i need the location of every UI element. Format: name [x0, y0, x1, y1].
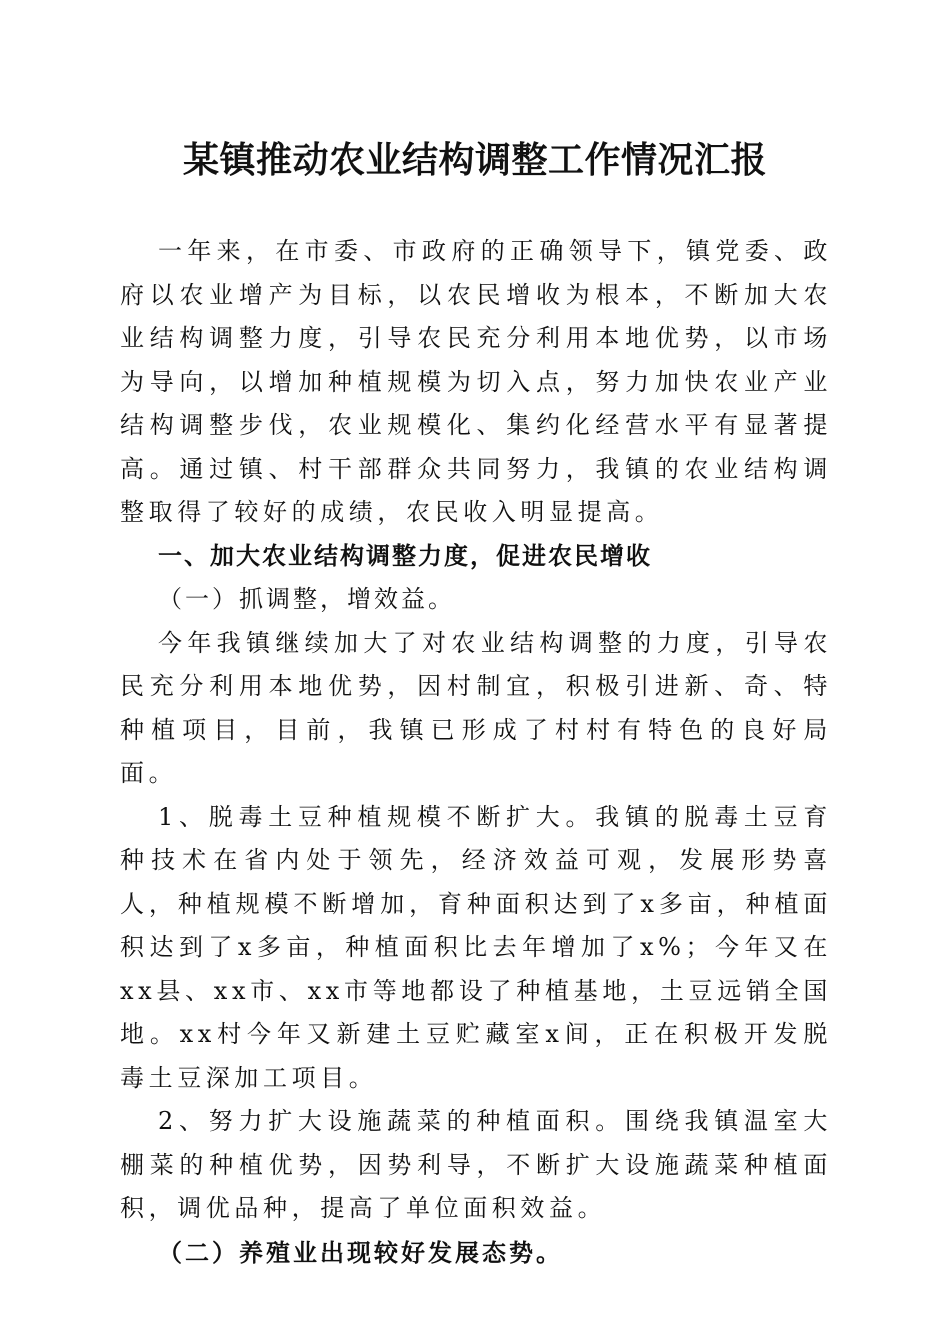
subsection-1-heading: （一）抓调整，增效益。	[158, 585, 455, 613]
subsection-1-paragraph: 今年我镇继续加大了对农业结构调整的力度，引导农民充分利用本地优势，因村制宜，积极引进新、奇、特种植项目，目前，我镇已形成了村村有特色的良好局面。	[120, 628, 832, 787]
document-title: 某镇推动农业结构调整工作情况汇报	[182, 139, 767, 181]
item-1-paragraph: 1、脱毒土豆种植规模不断扩大。我镇的脱毒土豆育种技术在省内处于领先，经济效益可观，发展形势喜人，种植规模不断增加，育种面积达到了x多亩，种植面积达到了x多亩，种植面积比去年增加了x%；今年又在xx县、xx市、xx市等地都设了种植基地，土豆远销全国地。xx村今年又新建土豆贮藏室x间，正在积极开发脱毒土豆深加工项目。	[120, 802, 832, 1092]
document-body	[120, 230, 832, 1274]
subsection-2-heading: （二）养殖业出现较好发展态势。	[158, 1237, 563, 1267]
item-2-paragraph: 2、努力扩大设施蔬菜的种植面积。围绕我镇温室大棚菜的种植优势，因势利导，不断扩大设施蔬菜种植面积，调优品种，提高了单位面积效益。	[120, 1107, 832, 1222]
intro-paragraph: 一年来，在市委、市政府的正确领导下，镇党委、政府以农业增产为目标，以农民增收为根本，不断加大农业结构调整力度，引导农民充分利用本地优势，以市场为导向，以增加种植规模为切入点，努力加快农业产业结构调整步伐，农业规模化、集约化经营水平有显著提高。通过镇、村干部群众共同努力，我镇的农业结构调整取得了较好的成绩，农民收入明显提高。	[120, 237, 832, 526]
section-1-heading: 一、加大农业结构调整力度，促进农民增收	[158, 541, 652, 570]
